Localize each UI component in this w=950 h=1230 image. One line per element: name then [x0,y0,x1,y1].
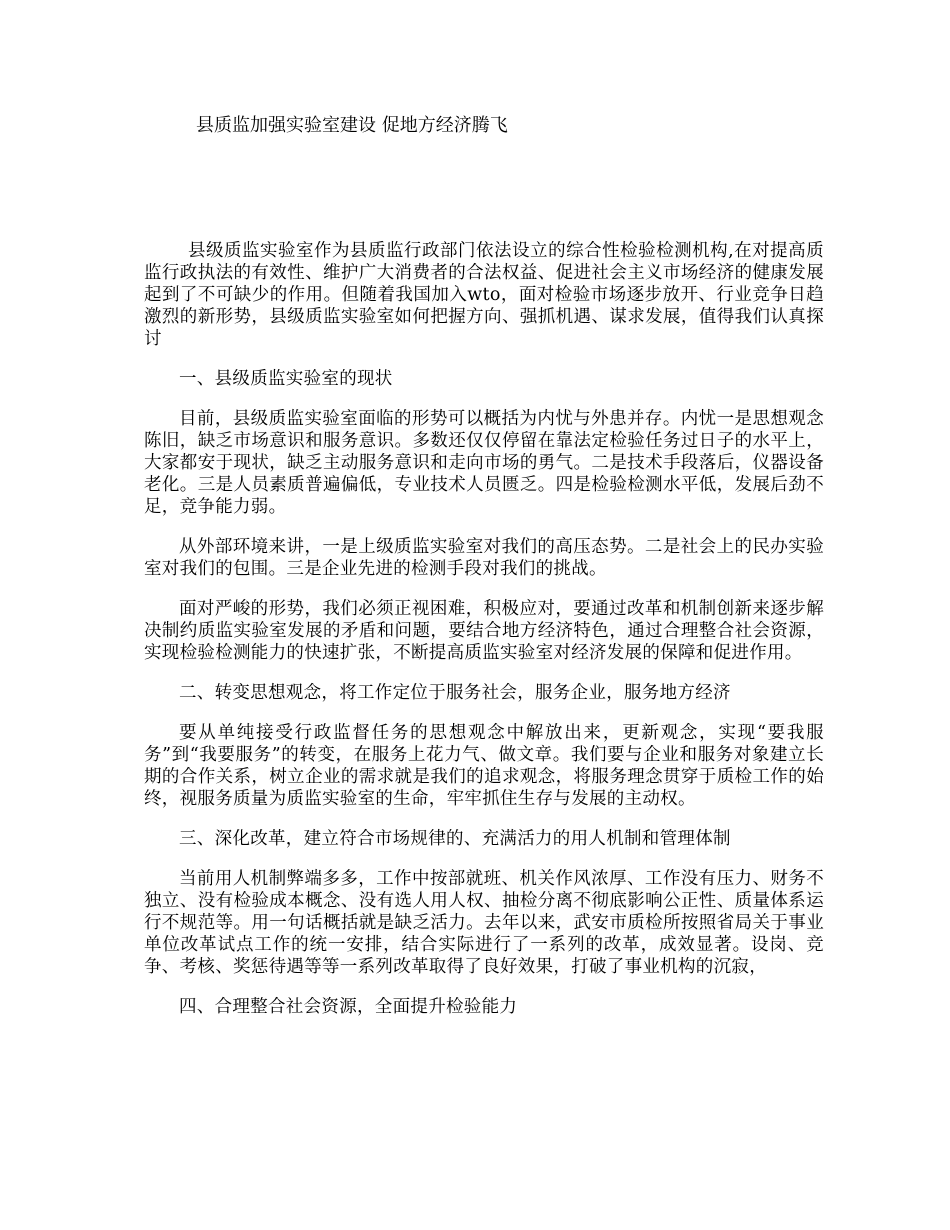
section-heading-2: 二、转变思想观念，将工作定位于服务社会，服务企业，服务地方经济 [179,683,731,703]
paragraph-response: 面对严峻的形势，我们必须正视困难，积极应对，要通过改革和机制创新来逐步解决制约质监实验室发展的矛盾和问题，要结合地方经济特色，通过合理整合社会资源，实现检验检测能力的快速扩张，不断提高质监实验室对经济发展的保障和促进作用。 [144,599,824,663]
paragraph-service-concept: 要从单纯接受行政监督任务的思想观念中解放出来，更新观念，实现“要我服务”到“我要服务”的转变，在服务上花力气、做文章。我们要与企业和服务对象建立长期的合作关系，树立企业的需求就是我们的追求观念，将服务理念贯穿于质检工作的始终，视服务质量为质监实验室的生命，牢牢抓住生存与发展的主动权。 [144,723,824,809]
section-heading-3: 三、深化改革，建立符合市场规律的、充满活力的用人机制和管理体制 [179,829,731,849]
paragraph-current-situation: 目前，县级质监实验室面临的形势可以概括为内忧与外患并存。内忧一是思想观念陈旧，缺乏市场意识和服务意识。多数还仅仅停留在靠法定检验任务过日子的水平上，大家都安于现状，缺乏主动服务意识和走向市场的勇气。二是技术手段落后，仪器设备老化。三是人员素质普遍偏低，专业技术人员匮乏。四是检验检测水平低，发展后劲不足，竞争能力弱。 [144,409,824,517]
document-body [144,240,824,1036]
document-title: 县质监加强实验室建设 促地方经济腾飞 [196,115,508,136]
paragraph-external-environment: 从外部环境来讲，一是上级质监实验室对我们的高压态势。二是社会上的民办实验室对我们的包围。三是企业先进的检测手段对我们的挑战。 [144,537,824,579]
paragraph-reform: 当前用人机制弊端多多，工作中按部就班、机关作风浓厚、工作没有压力、财务不独立、没有检验成本概念、没有选人用人权、抽检分离不彻底影响公正性、质量体系运行不规范等。用一句话概括就是缺乏活力。去年以来，武安市质检所按照省局关于事业单位改革试点工作的统一安排，结合实际进行了一系列的改革，成效显著。设岗、竞争、考核、奖惩待遇等等一系列改革取得了良好效果，打破了事业机构的沉寂， [144,869,824,977]
section-heading-4: 四、合理整合社会资源，全面提升检验能力 [179,997,518,1017]
section-heading-1: 一、县级质监实验室的现状 [179,369,393,389]
intro-paragraph: 县级质监实验室作为县质监行政部门依法设立的综合性检验检测机构,在对提高质监行政执法的有效性、维护广大消费者的合法权益、促进社会主义市场经济的健康发展起到了不可缺少的作用。但随着我国加入wto，面对检验市场逐步放开、行业竞争日趋激烈的新形势，县级质监实验室如何把握方向、强抓机遇、谋求发展，值得我们认真探讨 [144,241,824,349]
